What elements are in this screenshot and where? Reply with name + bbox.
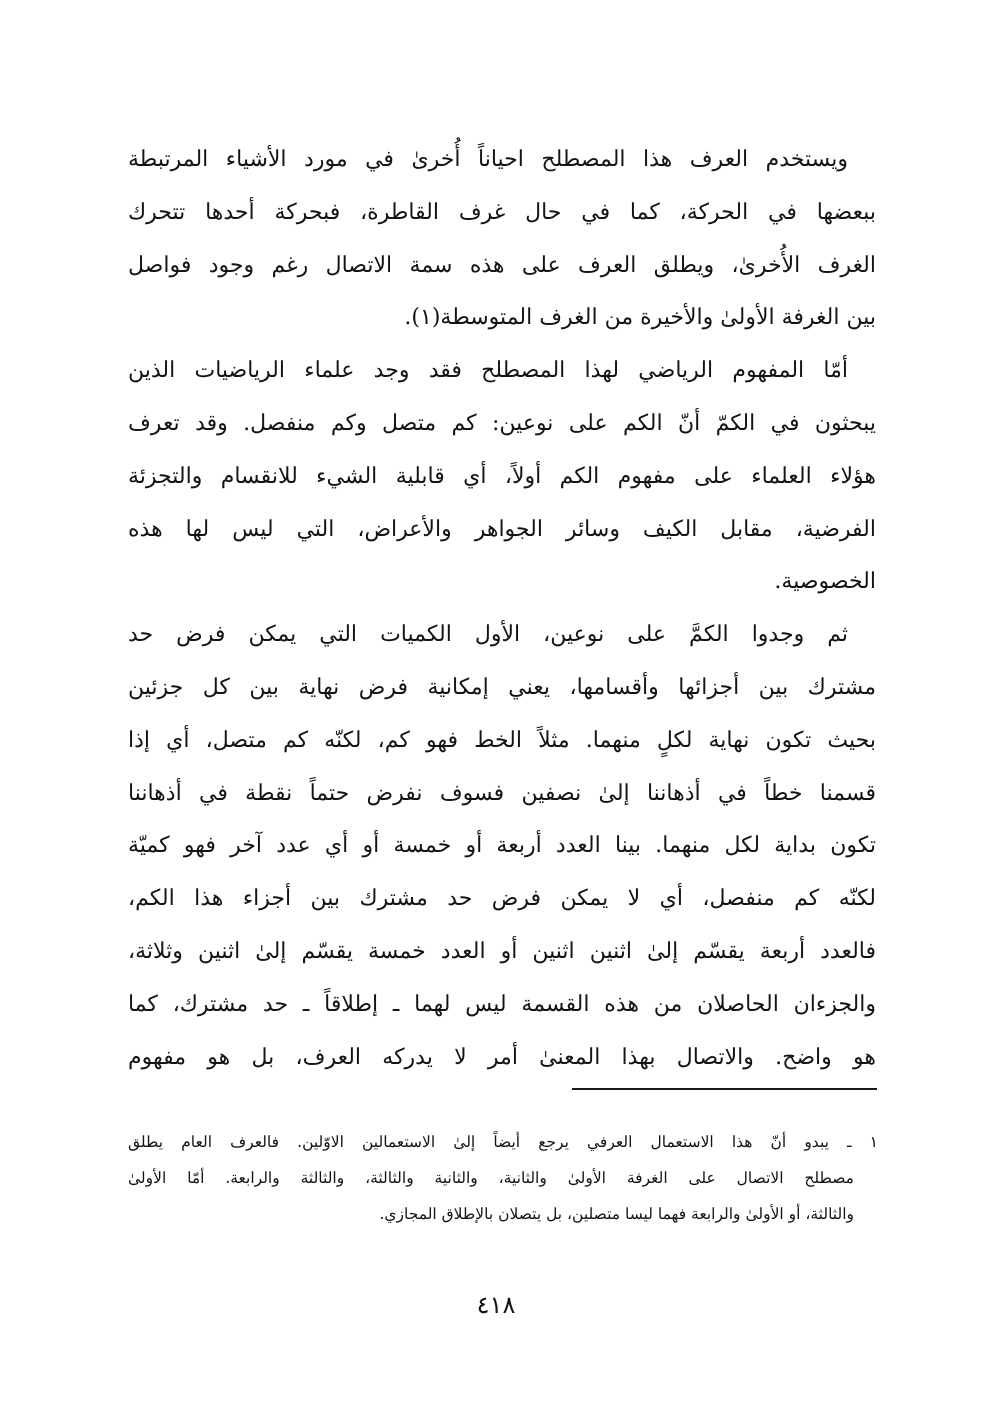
page-number: ٤١٨ [476, 1291, 516, 1319]
text-line: فالعدد أربعة يقسّم إلىٰ اثنين اثنين أو العدد خمسة يقسّم إلىٰ اثنين وثلاثة، [128, 938, 876, 964]
text-line: الفرضية، مقابل الكيف وسائر الجواهر والأعراض، التي ليس لها هذه [128, 516, 876, 542]
footnotes [128, 1124, 878, 1232]
text-line: بحيث تكون نهاية لكلٍ منهما. مثلاً الخط فهو كم، لكنّه كم متصل، أي إذا [128, 727, 876, 753]
text-line: أمّا المفهوم الرياضي لهذا المصطلح فقد وجد علماء الرياضيات الذين [128, 358, 848, 384]
text-line: قسمنا خطاً في أذهاننا إلىٰ نصفين فسوف نفرض حتماً نقطة في أذهاننا [128, 780, 876, 806]
text-line: هؤلاء العلماء على مفهوم الكم أولاً، أي قابلية الشيء للانقسام والتجزئة [128, 463, 876, 489]
text-line: ببعضها في الحركة، كما في حال غرف القاطرة، فبحركة أحدها تتحرك [128, 199, 876, 225]
footnote-line: والثالثة، أو الأولىٰ والرابعة فهما ليسا متصلين، بل يتصلان بالإطلاق المجازي. [379, 1205, 854, 1223]
footnote-line: مصطلح الاتصال على الغرفة الأولىٰ والثانية، والثانية والثالثة، والثالثة والرابعة. أمّا الأولىٰ [128, 1169, 854, 1187]
text-line: مشترك بين أجزائها وأقسامها، يعني إمكانية فرض نهاية بين كل جزئين [128, 674, 876, 700]
text-line: يبحثون في الكمّ أنّ الكم على نوعين: كم متصل وكم منفصل. وقد تعرف [128, 410, 876, 436]
text-line: ثم وجدوا الكمَّ على نوعين، الأول الكميات التي يمكن فرض حد [128, 622, 848, 648]
footnote-separator [572, 1088, 877, 1090]
text-line: الغرف الأُخرىٰ، ويطلق العرف على هذه سمة الاتصال رغم وجود فواصل [128, 252, 876, 278]
text-line: الخصوصية. [774, 569, 876, 595]
footnote-line: ١ ـ يبدو أنّ هذا الاستعمال العرفي يرجع أيضاً إلىٰ الاستعمالين الاوّلين. فالعرف العام يطلق [128, 1133, 878, 1151]
text-line: ويستخدم العرف هذا المصطلح احياناً أُخرىٰ في مورد الأشياء المرتبطة [128, 147, 848, 172]
text-line: هو واضح. والاتصال بهذا المعنىٰ أمر لا يدركه العرف، بل هو مفهوم [128, 1044, 876, 1070]
text-line: تكون بداية لكل منهما. بينا العدد أربعة أو خمسة أو أي عدد آخر فهو كميّة [128, 833, 876, 859]
text-line: بين الغرفة الأولىٰ والأخيرة من الغرف المتوسطة(١). [404, 305, 876, 331]
text-line: والجزءان الحاصلان من هذه القسمة ليس لهما ـ إطلاقاً ـ حد مشترك، كما [128, 991, 876, 1017]
text-line: لكنّه كم منفصل، أي لا يمكن فرض حد مشترك بين أجزاء هذا الكم، [128, 886, 876, 912]
body-text [128, 134, 876, 1084]
